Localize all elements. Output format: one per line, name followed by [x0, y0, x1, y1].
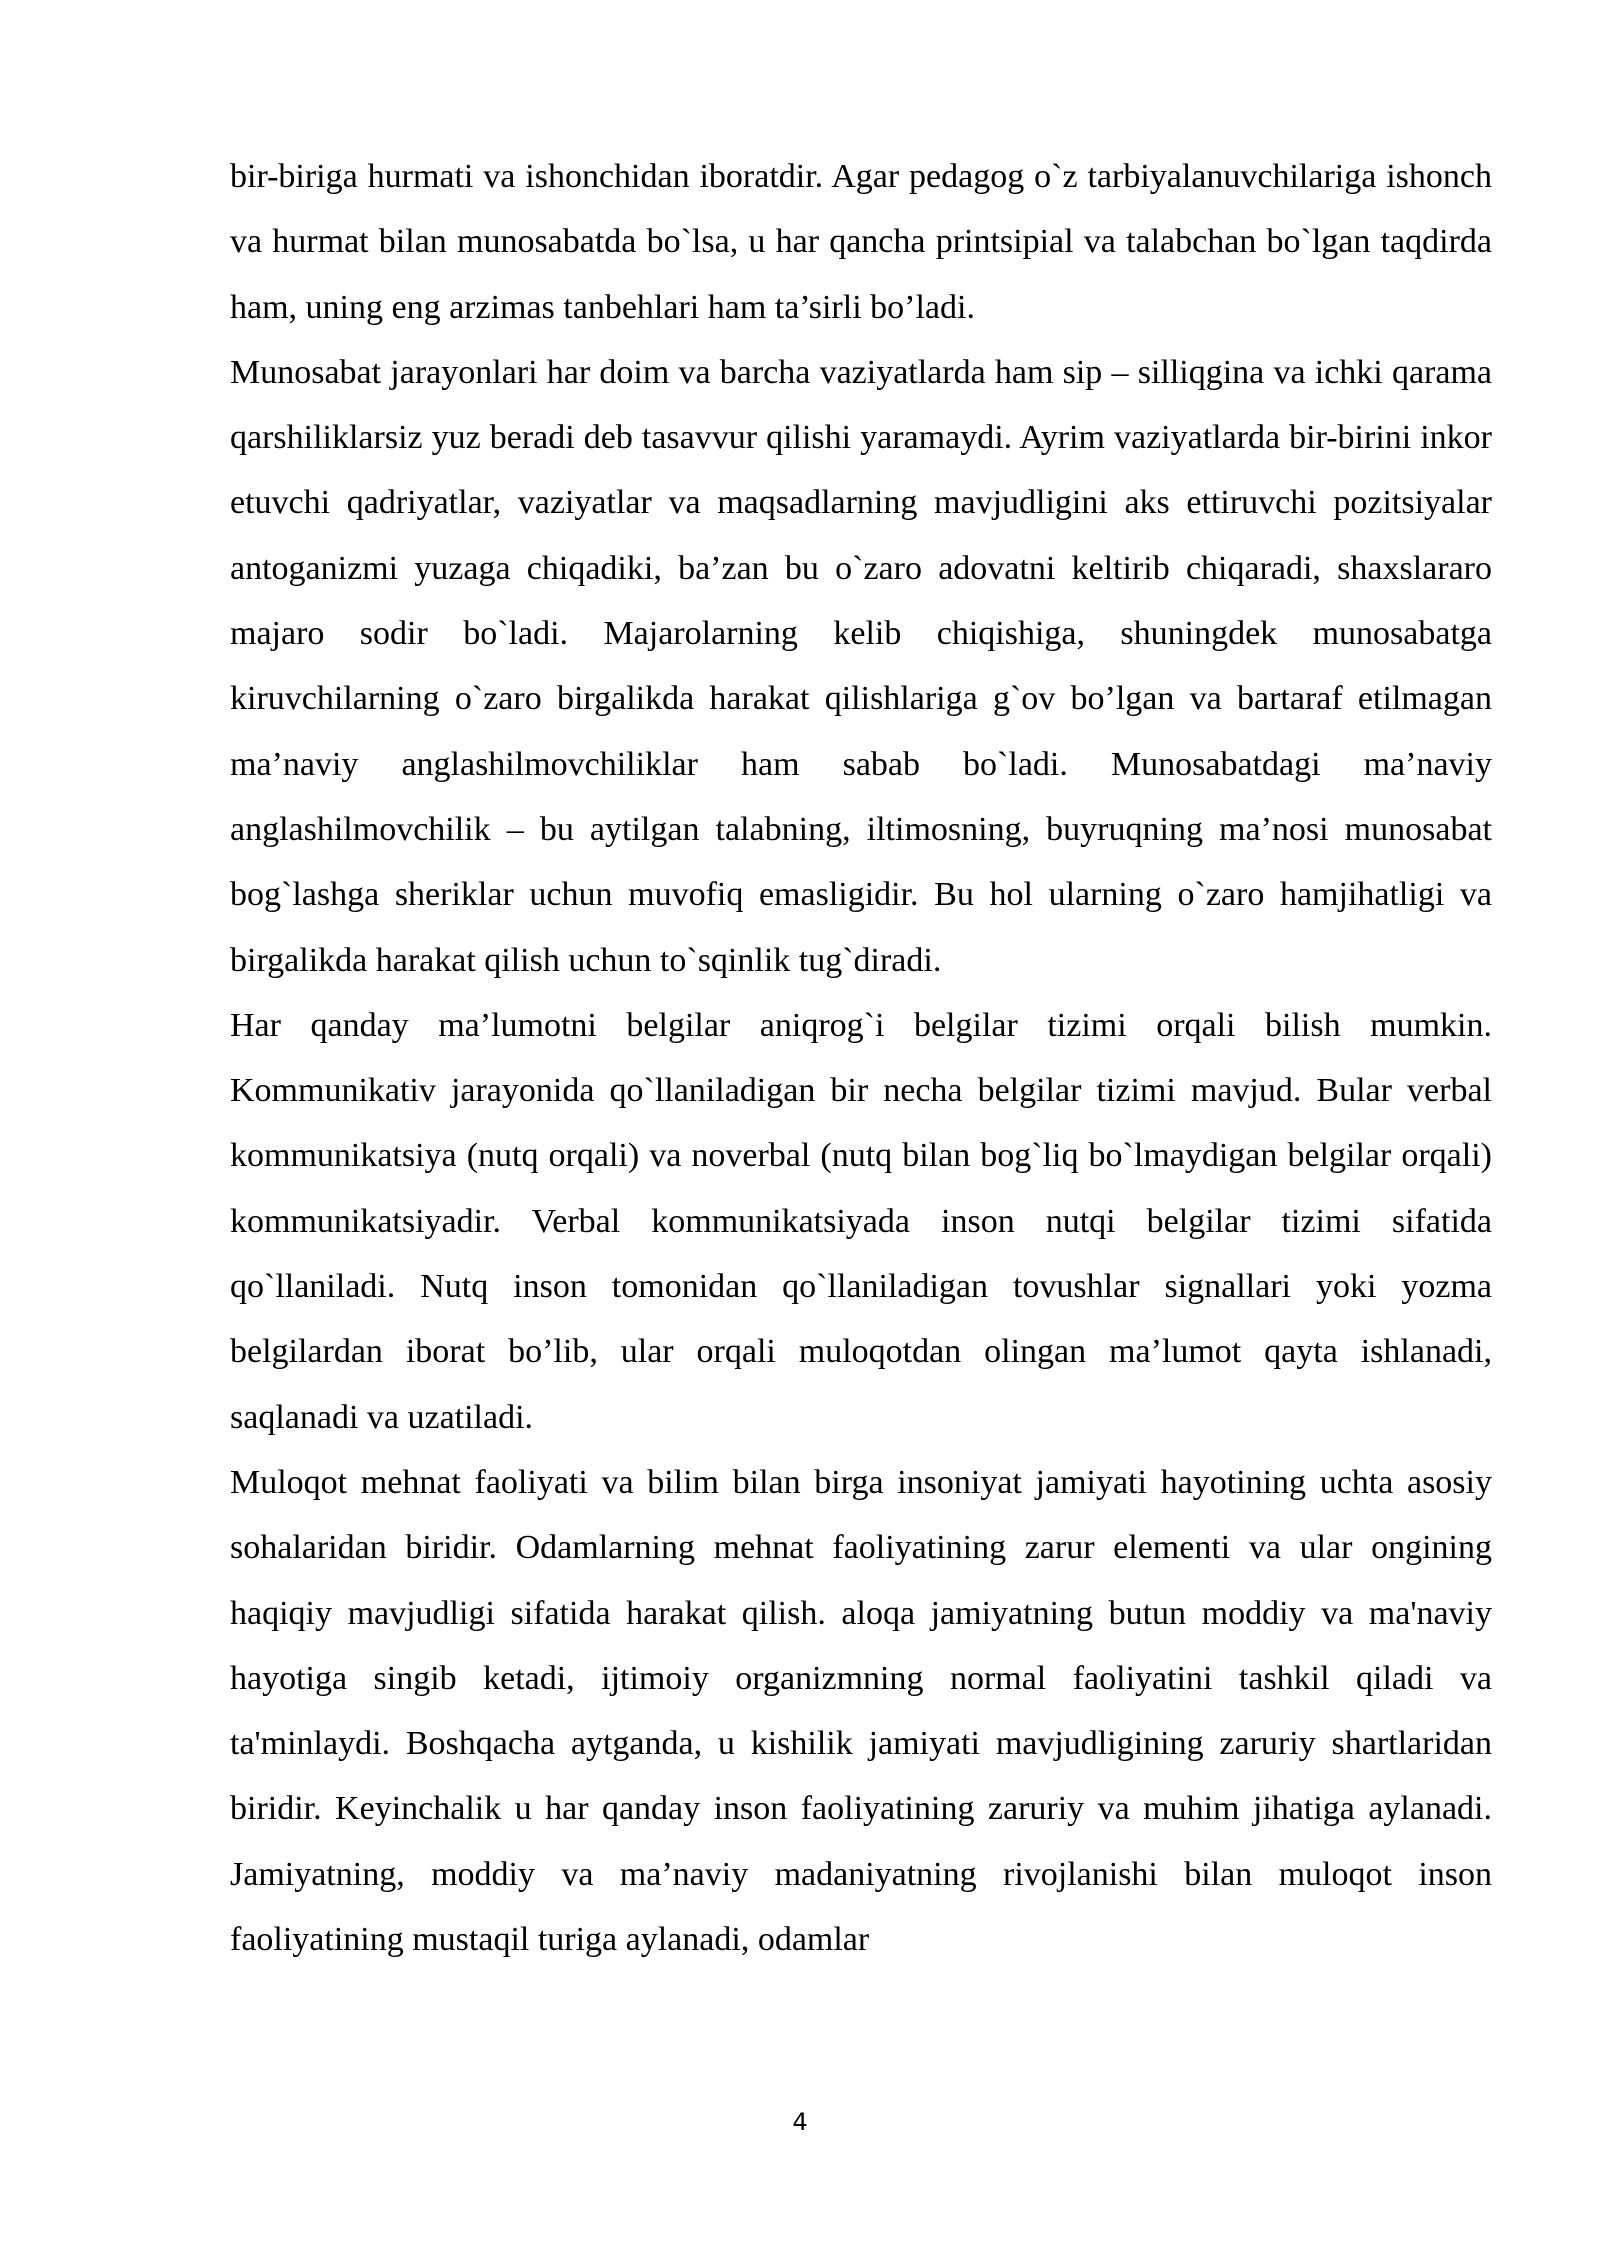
paragraph: Muloqot mehnat faoliyati va bilim bilan birga insoniyat jamiyati hayotining uchta asosiy sohalaridan biridir. Odamlarning mehnat faoliyatining zarur elementi va ular ongining haqiqiy mavjudligi sifatida harakat qilish. aloqa jamiyatning butun moddiy va ma'naviy hayotiga singib ketadi, ijtimoiy organizmning normal faoliyatini tashkil qiladi va ta'minlaydi. Boshqacha aytganda, u kishilik jamiyati mavjudligining zaruriy shartlaridan biridir. Keyinchalik u har qanday inson faoliyatining zaruriy va muhim jihatiga aylanadi. Jamiyatning, moddiy va ma’naviy madaniyatning rivojlanishi bilan muloqot inson faoliyatining mustaqil turiga aylanadi, odamlar	[230, 1463, 1492, 1959]
page-number: 4	[792, 2108, 808, 2136]
paragraph: Har qanday ma’lumotni belgilar aniqrog`i belgilar tizimi orqali bilish mumkin. Kommunikativ jarayonida qo`llaniladigan bir necha belgilar tizimi mavjud. Bular verbal kommunikatsiya (nutq orqali) va noverbal (nutq bilan bog`liq bo`lmaydigan belgilar orqali) kommunikatsiyadir. Verbal kommunikatsiyada inson nutqi belgilar tizimi sifatida qo`llaniladi. Nutq inson tomonidan qo`llaniladigan tovushlar signallari yoki yozma belgilardan iborat bo’lib, ular orqali muloqotdan olingan ma’lumot qayta ishlanadi, saqlanadi va uzatiladi.	[230, 1006, 1492, 1436]
document-body	[230, 144, 1492, 1972]
paragraph: Munosabat jarayonlari har doim va barcha vaziyatlarda ham sip – silliqgina va ichki qarama qarshiliklarsiz yuz beradi deb tasavvur qilishi yaramaydi. Ayrim vaziyatlarda bir-birini inkor etuvchi qadriyatlar, vaziyatlar va maqsadlarning mavjudligini aks ettiruvchi pozitsiyalar antoganizmi yuzaga chiqadiki, ba’zan bu o`zaro adovatni keltirib chiqaradi, shaxslararo majaro sodir bo`ladi. Majarolarning kelib chiqishiga, shuningdek munosabatga kiruvchilarning o`zaro birgalikda harakat qilishlariga g`ov bo’lgan va bartaraf etilmagan ma’naviy anglashilmovchiliklar ham sabab bo`ladi. Munosabatdagi ma’naviy anglashilmovchilik – bu aytilgan talabning, iltimosning, buyruqning ma’nosi munosabat bog`lashga sheriklar uchun muvofiq emasligidir. Bu hol ularning o`zaro hamjihatligi va birgalikda harakat qilish uchun to`sqinlik tug`diradi.	[230, 353, 1492, 979]
paragraph: bir-biriga hurmati va ishonchidan iboratdir. Agar pedagog o`z tarbiyalanuvchilariga ishonch va hurmat bilan munosabatda bo`lsa, u har qancha printsipial va talabchan bo`lgan taqdirda ham, uning eng arzimas tanbehlari ham ta’sirli bo’ladi.	[230, 158, 1492, 326]
